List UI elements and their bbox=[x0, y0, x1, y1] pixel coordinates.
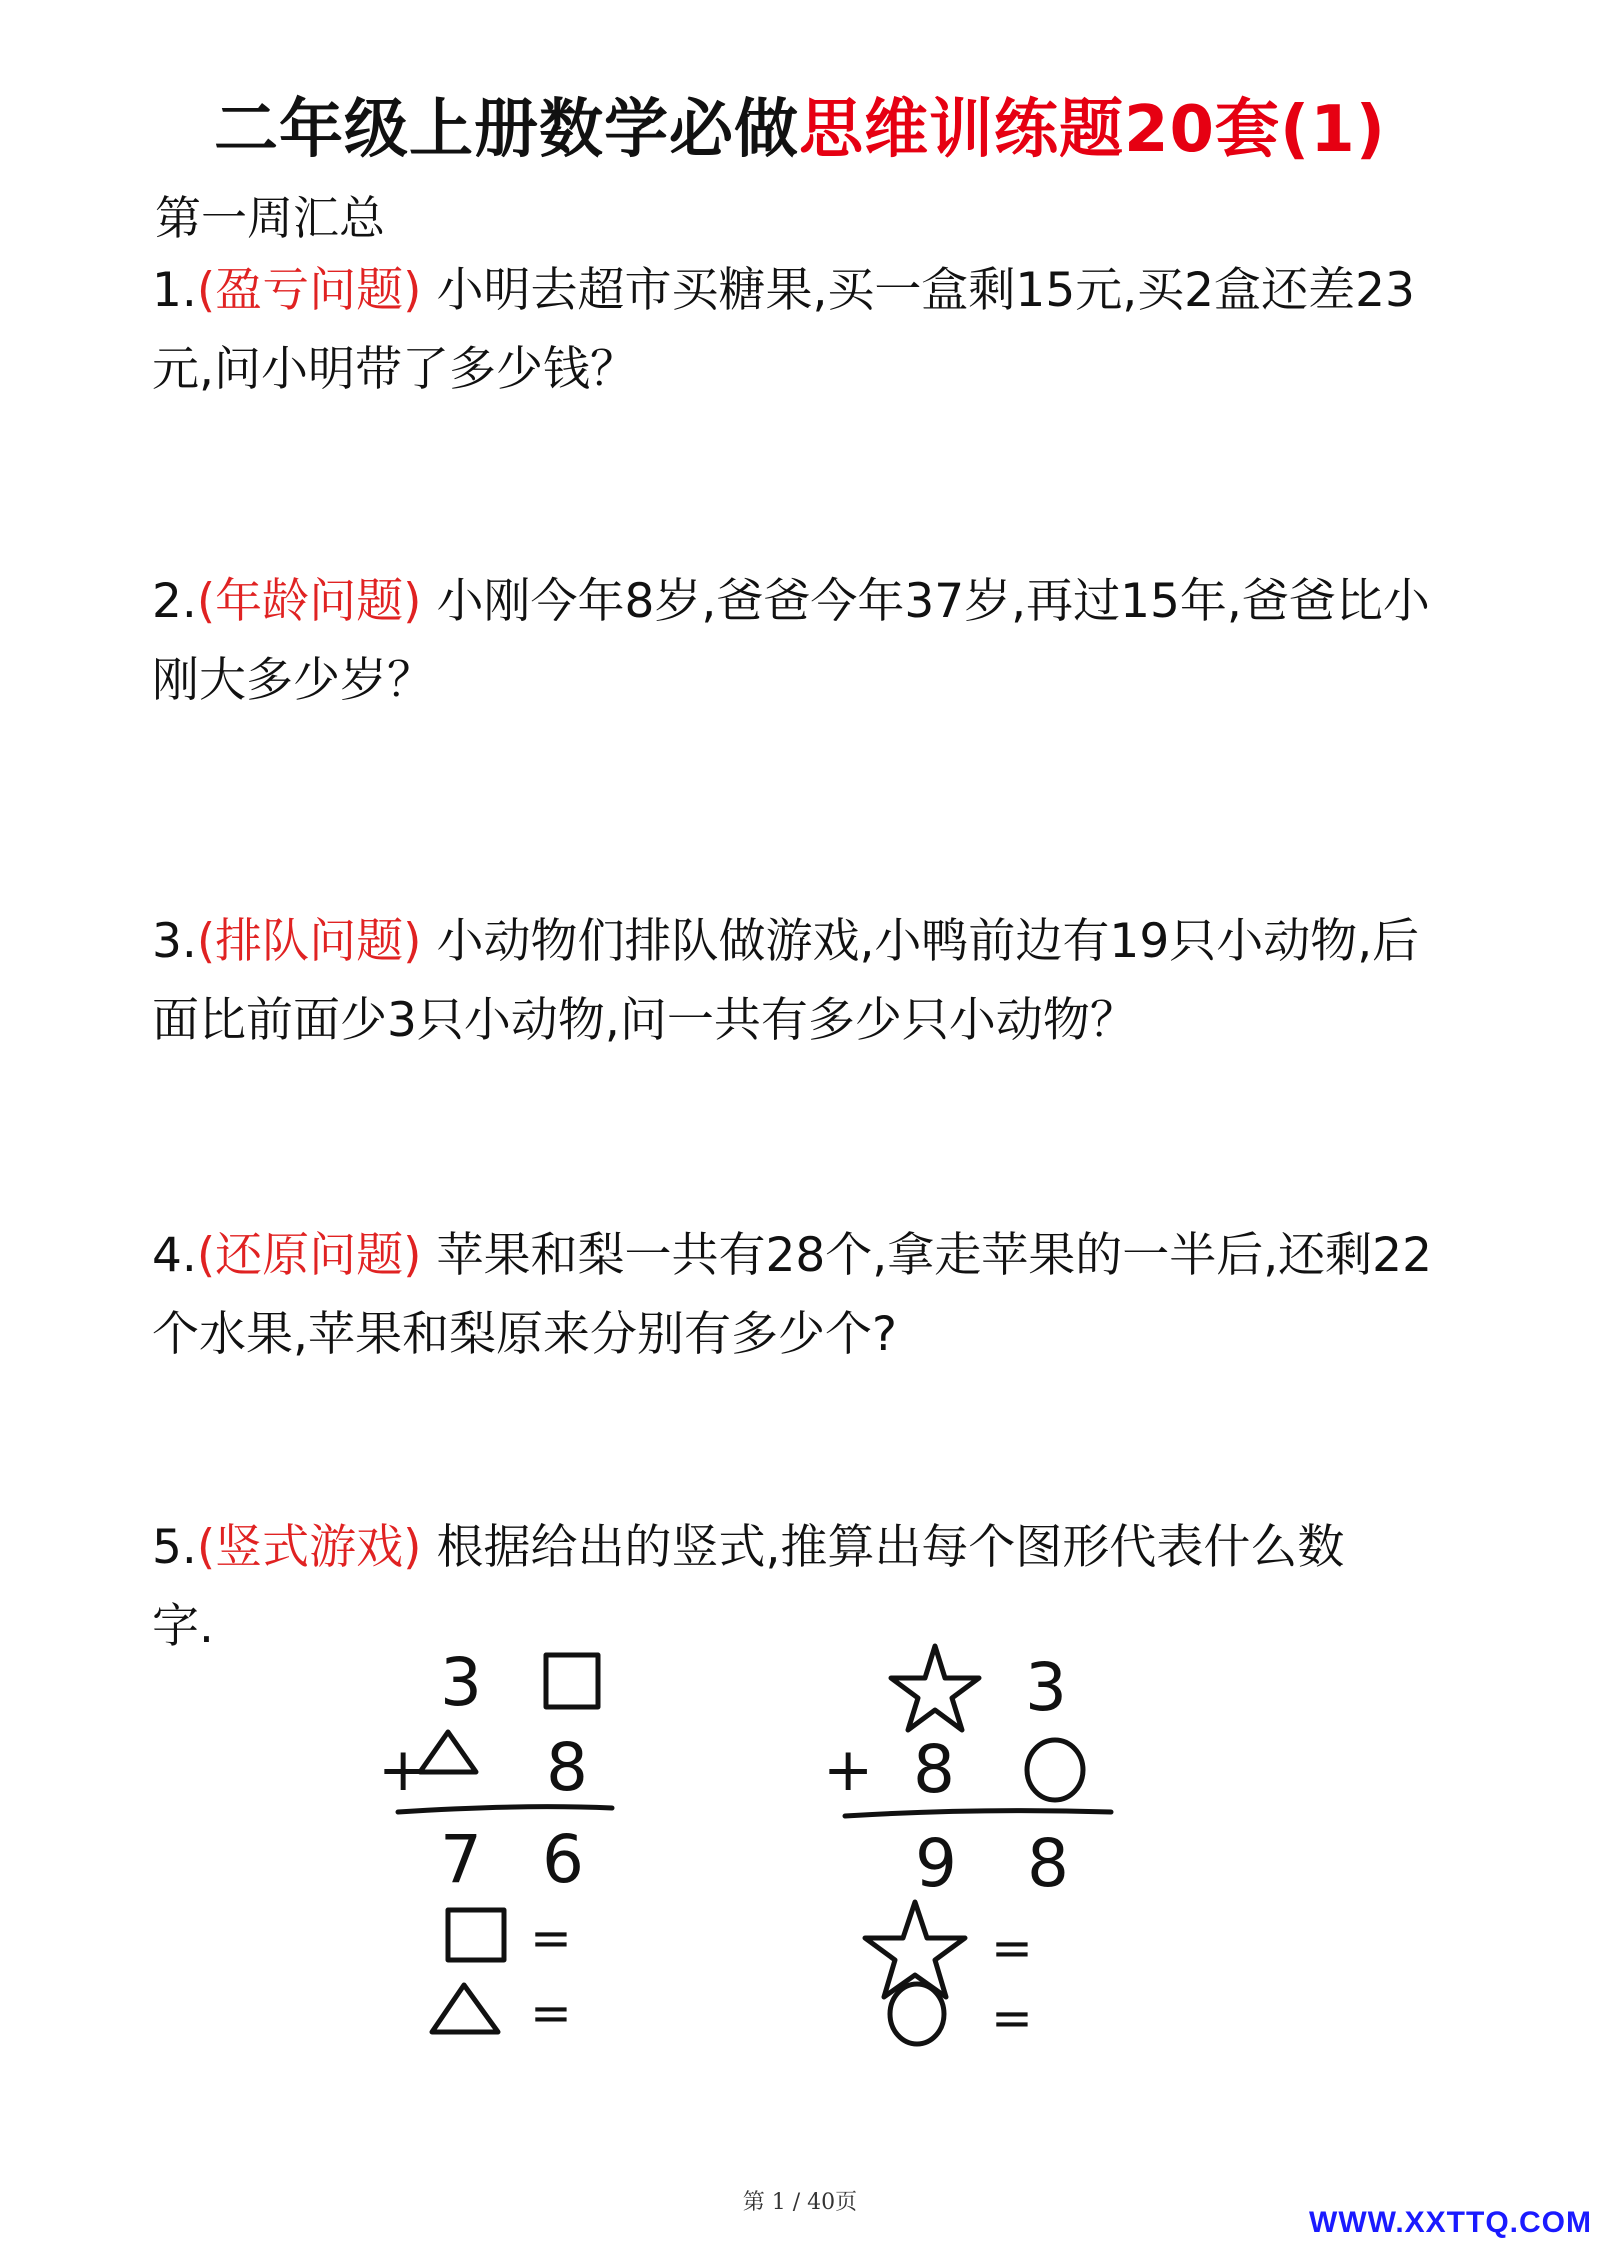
question-4 bbox=[152, 1216, 1462, 1374]
title-black-part: 二年级上册数学必做 bbox=[213, 93, 799, 167]
page-title bbox=[0, 78, 1600, 170]
question-tag: (排队问题) bbox=[196, 914, 422, 969]
question-number: 4. bbox=[152, 1228, 197, 1283]
question-number: 3. bbox=[152, 914, 197, 969]
page-indicator: 第 1 / 40页 bbox=[742, 2190, 858, 2215]
right-top-digit: 3 bbox=[1025, 1649, 1067, 1726]
question-text: 根据给出的竖式,推算出每个图形代表什么数字. bbox=[152, 1520, 1345, 1654]
triangle-icon bbox=[420, 1732, 476, 1772]
question-number: 2. bbox=[152, 574, 197, 629]
left-middle-digit: 8 bbox=[546, 1729, 588, 1806]
left-result-tens: 7 bbox=[440, 1821, 482, 1898]
question-3 bbox=[152, 902, 1462, 1060]
circle-icon bbox=[1027, 1740, 1083, 1800]
square-icon bbox=[448, 1910, 504, 1960]
left-plus-sign: + bbox=[378, 1735, 429, 1805]
question-text: 小动物们排队做游戏,小鸭前边有19只小动物,后面比前面少3只小动物,问一共有多少只小动物？ bbox=[152, 914, 1420, 1048]
question-tag: (还原问题) bbox=[196, 1228, 422, 1283]
square-icon bbox=[546, 1655, 598, 1707]
question-5 bbox=[152, 1508, 1382, 1666]
right-result-tens: 9 bbox=[915, 1825, 957, 1902]
site-watermark: WWW.XXTTQ.COM bbox=[1309, 2206, 1592, 2239]
question-tag: (竖式游戏) bbox=[196, 1520, 422, 1575]
right-equals-2: = bbox=[991, 1989, 1033, 2047]
question-2 bbox=[152, 562, 1462, 720]
question-text: 小刚今年8岁,爸爸今年37岁,再过15年,爸爸比小刚大多少岁？ bbox=[152, 574, 1430, 708]
section-label: 第一周汇总 bbox=[155, 191, 385, 245]
left-top-digit: 3 bbox=[440, 1644, 482, 1721]
question-number: 5. bbox=[152, 1520, 197, 1575]
right-plus-sign: + bbox=[823, 1735, 874, 1805]
right-middle-digit: 8 bbox=[913, 1731, 955, 1808]
right-equals-1: = bbox=[991, 1919, 1033, 1977]
triangle-icon bbox=[432, 1985, 498, 2032]
right-result-ones: 8 bbox=[1027, 1825, 1069, 1902]
left-result-ones: 6 bbox=[542, 1821, 584, 1898]
title-red-part: 思维训练题20套(1) bbox=[798, 93, 1387, 167]
circle-icon bbox=[890, 1984, 944, 2044]
question-number: 1. bbox=[152, 263, 197, 318]
question-text: 小明去超市买糖果,买一盒剩15元,买2盒还差23元,问小明带了多少钱？ bbox=[152, 263, 1415, 397]
question-text: 苹果和梨一共有28个,拿走苹果的一半后,还剩22个水果,苹果和梨原来分别有多少个? bbox=[152, 1228, 1432, 1362]
left-sum-line bbox=[398, 1807, 612, 1812]
left-equals-1: = bbox=[530, 1909, 572, 1967]
question-1 bbox=[152, 251, 1462, 409]
left-equals-2: = bbox=[530, 1984, 572, 2042]
right-addition-puzzle bbox=[815, 1620, 1135, 2060]
left-addition-puzzle bbox=[370, 1620, 640, 2060]
right-sum-line bbox=[845, 1811, 1111, 1816]
star-icon bbox=[891, 1646, 979, 1730]
question-tag: (盈亏问题) bbox=[196, 263, 422, 318]
question-tag: (年龄问题) bbox=[196, 574, 422, 629]
